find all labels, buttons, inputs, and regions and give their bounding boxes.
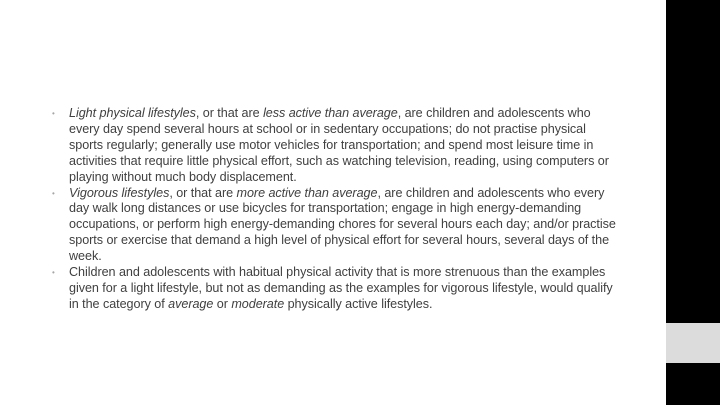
body-text: physically active lifestyles. <box>284 296 433 311</box>
side-bar <box>666 0 720 405</box>
bullet-icon: • <box>52 188 55 198</box>
body-text: , or that are <box>195 106 264 120</box>
bullet-icon: • <box>52 268 55 278</box>
term-text: more active than average <box>236 185 378 200</box>
term-text: Vigorous lifestyles <box>69 185 170 200</box>
list-item <box>52 186 622 266</box>
side-bar-block <box>666 323 720 363</box>
bullet-icon: • <box>52 109 55 118</box>
list-item <box>52 265 622 313</box>
body-text: , are children and adolescents who every day spend several hours at school or in sedentary occupations; do not practise physical sports regularly; generally use motor vehicles for transportation; and spend most leisure time in activities that require little physical effort, such as watching television, reading, using computers or playing without much body displacement. <box>69 106 609 184</box>
term-text: average <box>168 296 214 311</box>
term-text: less active than average <box>263 106 398 120</box>
term-text: moderate <box>231 296 285 311</box>
term-text: Light physical lifestyles <box>69 106 196 120</box>
body-text: or <box>213 296 232 311</box>
body-text: Children and adolescents with habitual physical activity that is more strenuous than the examples given for a light lifestyle, but not as demanding as the examples for vigorous lifestyle, would qualify in the category of <box>69 265 613 311</box>
list-item <box>52 106 622 186</box>
body-text: , are children and adolescents who every day walk long distances or use bicycles for transportation; engage in high energy-demanding occupations, or perform high energy-demanding chores for several hours each day; and/or practise sports or exercise that demand a high level of physical effort for several hours, several days of the week. <box>69 185 616 264</box>
body-text: , or that are <box>169 185 237 200</box>
bullet-list <box>52 106 622 313</box>
